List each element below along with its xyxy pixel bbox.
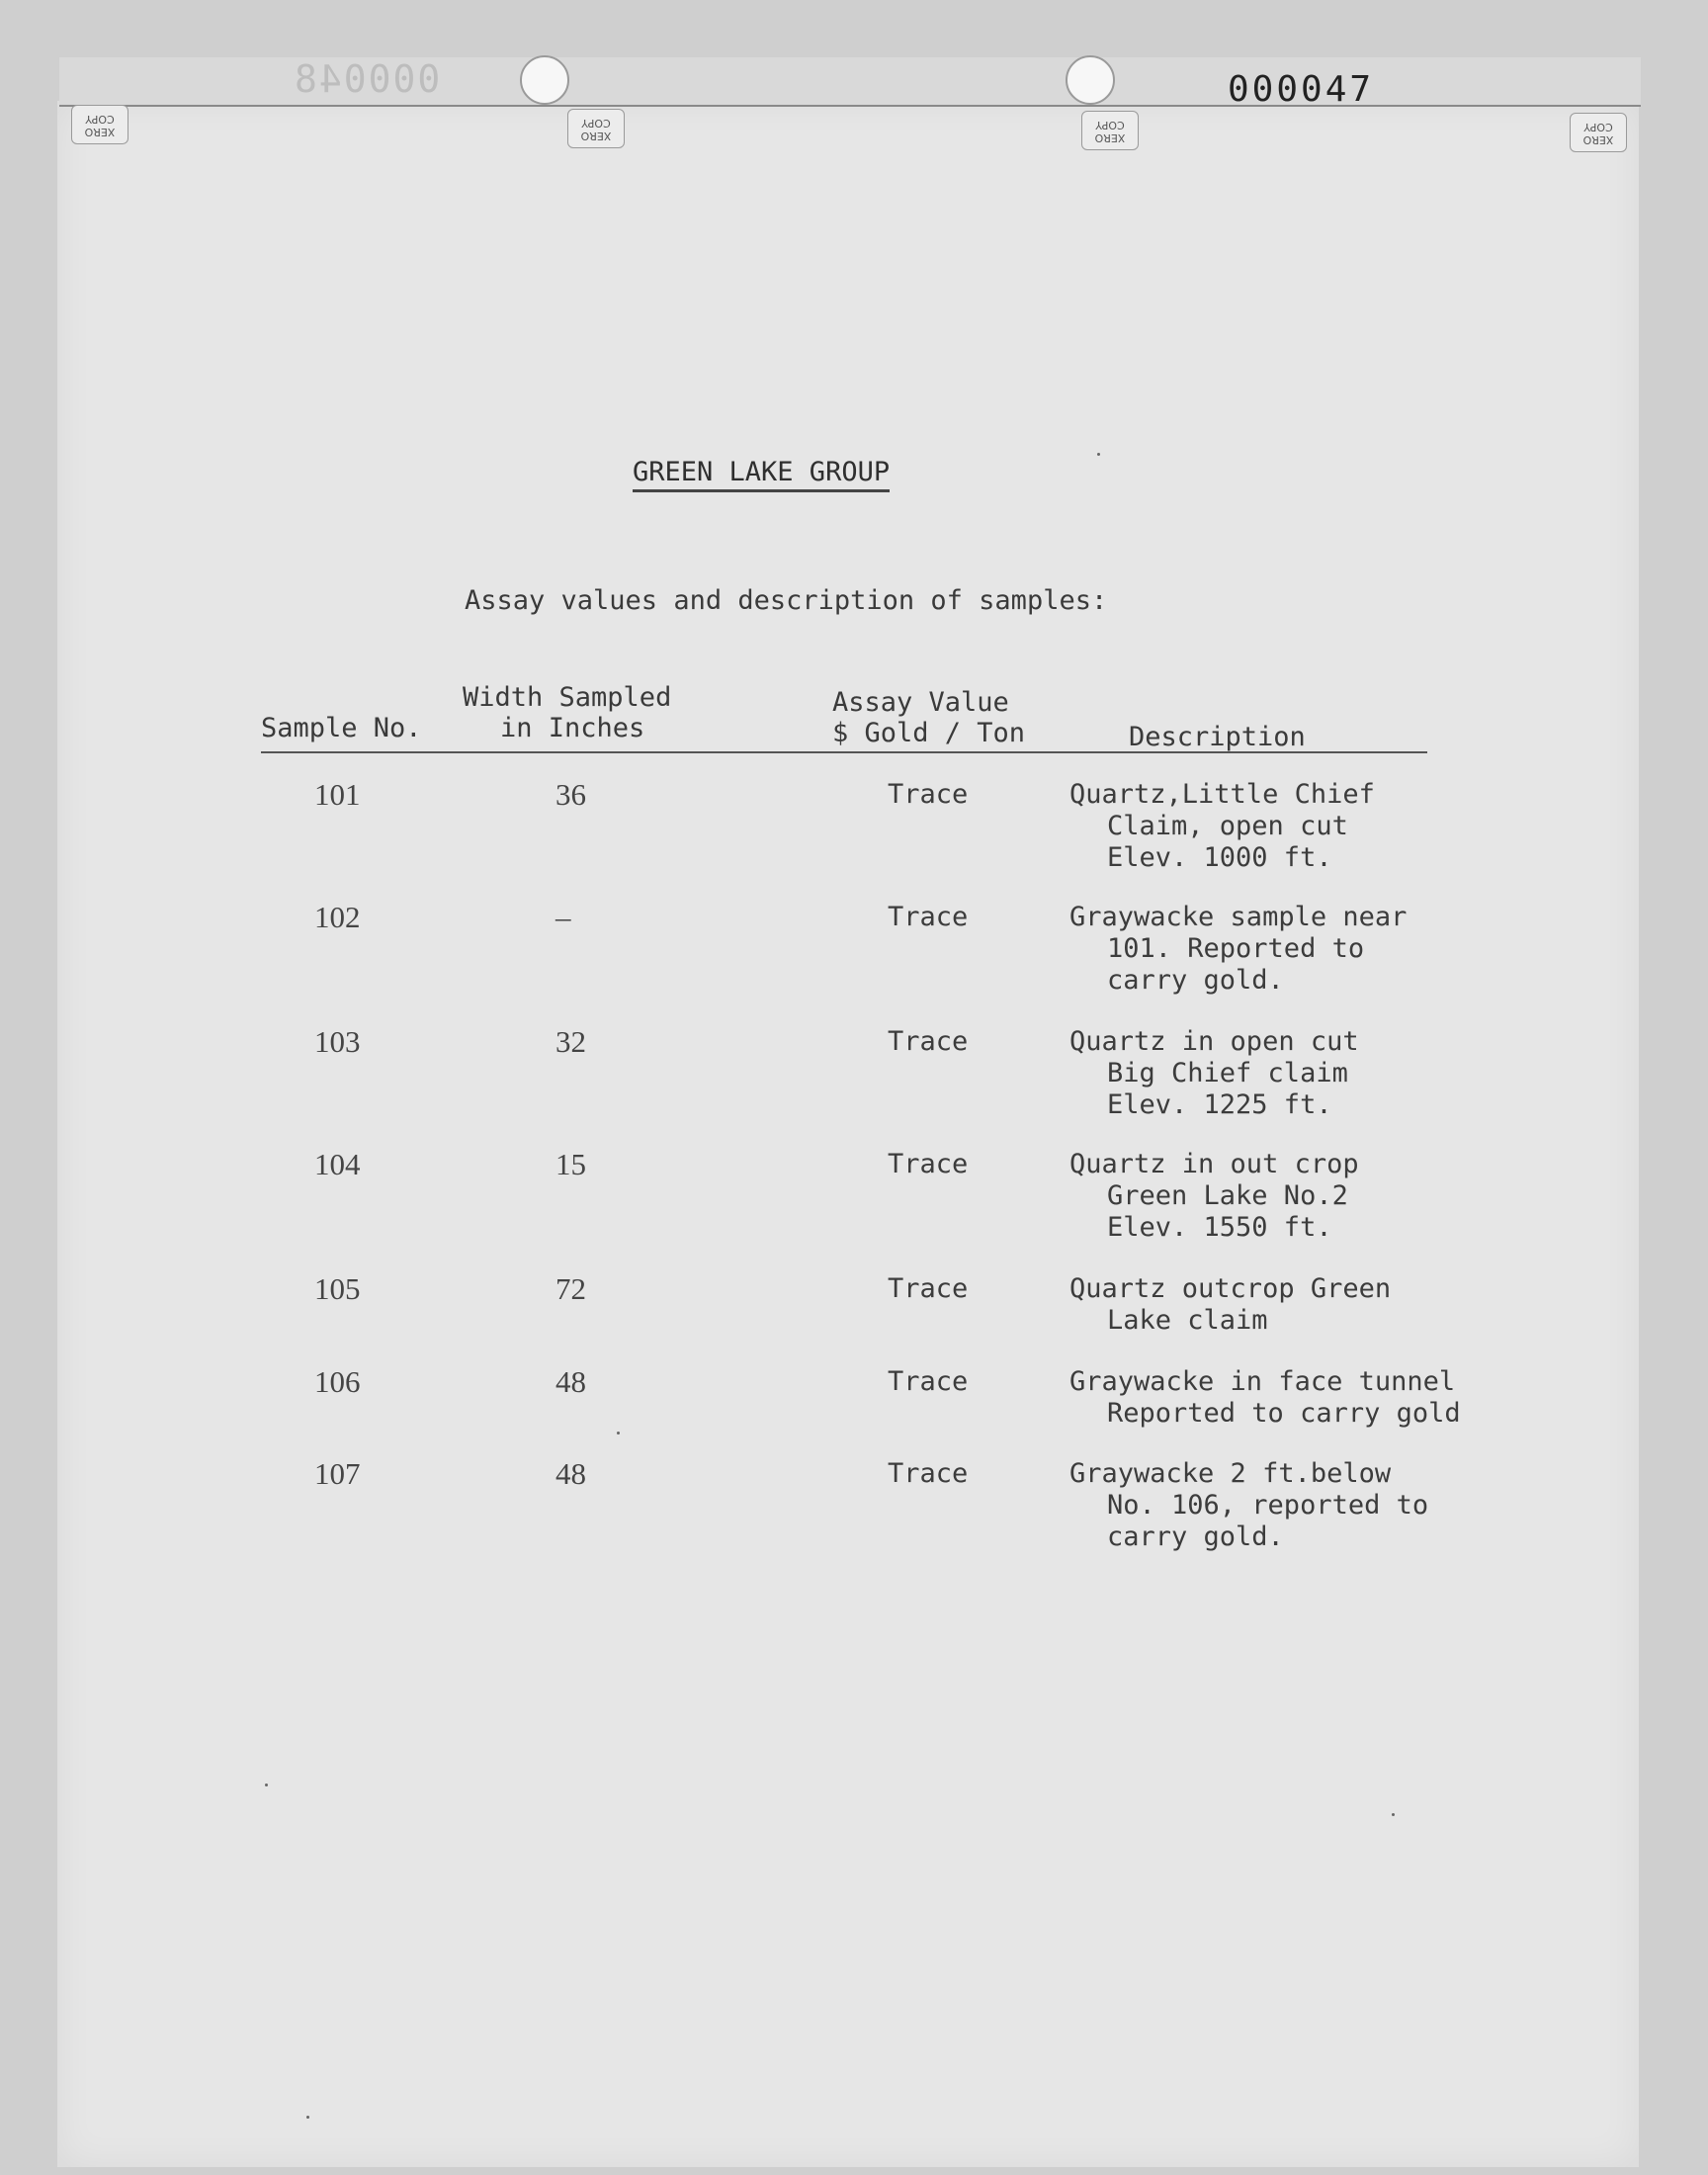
sample-description [1069, 1026, 1359, 1121]
document-number: 000047 [1228, 69, 1375, 110]
description-line: carry gold. [1107, 965, 1284, 996]
sample-description [1069, 1366, 1461, 1430]
paper-speck [617, 1432, 620, 1435]
document-subtitle: Assay values and description of samples: [465, 585, 1108, 616]
punch-hole [1066, 55, 1115, 105]
width-sampled: 36 [555, 777, 586, 812]
description-line: Elev. 1550 ft. [1107, 1212, 1332, 1243]
document-title: GREEN LAKE GROUP [633, 457, 890, 492]
sample-number: 107 [314, 1456, 361, 1491]
description-line: Lake claim [1107, 1305, 1268, 1336]
header-rule [261, 751, 1427, 753]
description-line: Quartz outcrop Green [1069, 1273, 1392, 1304]
sample-number: 103 [314, 1024, 361, 1059]
description-line: Reported to carry gold [1107, 1398, 1461, 1429]
width-sampled: 72 [555, 1271, 586, 1306]
sample-number: 104 [314, 1147, 361, 1181]
assay-value: Trace [888, 1026, 969, 1057]
paper-speck [306, 2116, 309, 2119]
width-sampled: – [555, 900, 571, 934]
xero-copy-stamp: XERO COPY [71, 105, 128, 144]
assay-value: Trace [888, 1149, 969, 1179]
sample-description [1069, 1458, 1428, 1553]
description-line: 101. Reported to [1107, 933, 1365, 964]
assay-value: Trace [888, 902, 969, 932]
width-sampled: 32 [555, 1024, 586, 1059]
col-header-assay-line2: $ Gold / Ton [832, 718, 1026, 748]
description-line: Quartz,Little Chief [1069, 779, 1375, 810]
col-header-width-line2: in Inches [500, 713, 645, 743]
xero-copy-stamp: XERO COPY [1081, 111, 1139, 150]
sample-description [1069, 1149, 1359, 1244]
sample-description [1069, 902, 1407, 997]
xero-copy-stamp: XERO COPY [567, 109, 625, 148]
col-header-assay-line1: Assay Value [832, 687, 1009, 718]
assay-value: Trace [888, 779, 969, 810]
paper-speck [265, 1784, 268, 1786]
col-header-sample: Sample No. [261, 713, 422, 743]
description-line: Graywacke 2 ft.below [1069, 1458, 1392, 1489]
punch-hole [520, 55, 569, 105]
description-line: Elev. 1000 ft. [1107, 842, 1332, 873]
paper-speck [1097, 453, 1100, 456]
sample-number: 101 [314, 777, 361, 812]
sample-number: 105 [314, 1271, 361, 1306]
xero-copy-stamp: XERO COPY [1570, 113, 1627, 152]
description-line: Elev. 1225 ft. [1107, 1089, 1332, 1120]
col-header-width-line1: Width Sampled [463, 682, 672, 713]
sample-number: 102 [314, 900, 361, 934]
description-line: Green Lake No.2 [1107, 1180, 1348, 1211]
width-sampled: 15 [555, 1147, 586, 1181]
description-line: Graywacke in face tunnel [1069, 1366, 1456, 1397]
sample-description [1069, 779, 1375, 874]
document-page [57, 101, 1639, 2167]
description-line: Quartz in open cut [1069, 1026, 1359, 1057]
description-line: Graywacke sample near [1069, 902, 1408, 932]
description-line: No. 106, reported to [1107, 1490, 1429, 1521]
description-line: Big Chief claim [1107, 1058, 1348, 1088]
assay-value: Trace [888, 1273, 969, 1304]
width-sampled: 48 [555, 1456, 586, 1491]
sample-description [1069, 1273, 1391, 1337]
assay-value: Trace [888, 1366, 969, 1397]
description-line: Quartz in out crop [1069, 1149, 1359, 1179]
paper-speck [1392, 1813, 1395, 1816]
col-header-description: Description [1129, 722, 1306, 752]
width-sampled: 48 [555, 1364, 586, 1399]
sample-number: 106 [314, 1364, 361, 1399]
ghost-document-number: 000048 [293, 57, 441, 101]
description-line: Claim, open cut [1107, 811, 1348, 841]
assay-value: Trace [888, 1458, 969, 1489]
description-line: carry gold. [1107, 1522, 1284, 1552]
